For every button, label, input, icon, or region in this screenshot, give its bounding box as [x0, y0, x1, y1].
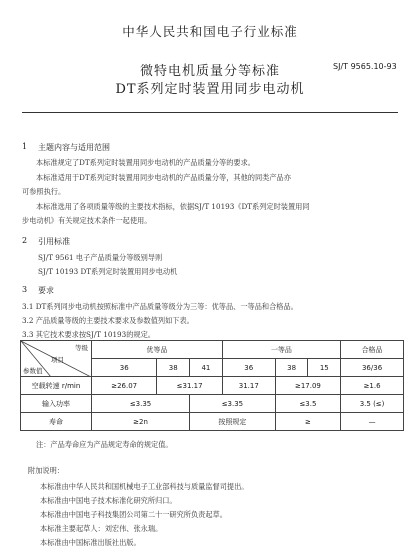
- table-cell: ≤31.17: [157, 377, 222, 395]
- table-footnote: 注：产品寿命应为产品规定寿命的规定值。: [36, 440, 173, 449]
- table-cell: 31.17: [222, 377, 275, 395]
- section-3-clause: 3.2 产品质量等级的主要技术要求及参数值列如下表。: [22, 316, 194, 325]
- section-2-title: 引用标准: [38, 237, 70, 246]
- title-divider: [22, 112, 398, 113]
- section-1-para: 本标准适用于DT系列定时装置用同步电动机的产品质量分等，其他的同类产品亦: [36, 173, 291, 182]
- table-cell: 3.5 (≤): [341, 395, 404, 413]
- grade-header-qualified: 合格品: [341, 341, 404, 359]
- table-cell: ≤3.35: [190, 395, 276, 413]
- grade-table: [20, 340, 404, 431]
- grade-header-first: 一等品: [222, 341, 340, 359]
- table-cell: ≤3.5: [275, 395, 340, 413]
- section-1-para: 本标准选用了各项质量等级的主要技术指标，依据SJ/T 10193《DT系列定时装置用同: [36, 202, 310, 211]
- section-3-clause: 3.1 DT系列同步电动机按照标准中产品质量等级分为三等：优等品、一等品和合格品。: [22, 302, 298, 311]
- reference-item: SJ/T 10193 DT系列定时装置用同步电动机: [38, 267, 178, 276]
- corner-label-item: 项目: [51, 356, 64, 364]
- section-3-number: 3: [22, 285, 28, 294]
- table-row: [21, 395, 404, 413]
- section-1-para: 本标准规定了DT系列定时装置用同步电动机的产品质量分等的要求。: [36, 158, 255, 167]
- section-3-title: 要求: [38, 286, 54, 295]
- table-cell: ≤3.35: [92, 395, 190, 413]
- table-cell: ≥17.09: [275, 377, 340, 395]
- section-2-number: 2: [22, 236, 28, 245]
- standard-number: SJ/T 9565.10-93: [333, 62, 397, 71]
- section-1-para: 可参照执行。: [22, 187, 66, 196]
- subcol-header: 38: [275, 359, 308, 377]
- section-3-clause: 3.3 其它技术要求按SJ/T 10193的规定。: [22, 330, 155, 339]
- row-label: 空载转速 r/min: [21, 377, 92, 395]
- subcol-header: 41: [190, 359, 223, 377]
- table-corner-cell: [21, 341, 92, 377]
- subcol-header: 36: [92, 359, 157, 377]
- table-cell: —: [341, 413, 404, 431]
- document-title: 微特电机质量分等标准: [139, 64, 280, 79]
- appendix-line: 本标准主要起草人：刘宏伟、张永瑞。: [40, 524, 163, 533]
- subcol-header: 36/36: [341, 359, 404, 377]
- corner-label-grade: 等级: [75, 344, 88, 352]
- appendix-title: 附加说明：: [28, 466, 64, 475]
- table-cell: ≥1.6: [341, 377, 404, 395]
- appendix-line: 本标准由中华人民共和国机械电子工业部科技与质量监督司提出。: [40, 482, 249, 491]
- reference-item: SJ/T 9561 电子产品质量分等级别导则: [38, 253, 163, 262]
- subcol-header: 15: [308, 359, 341, 377]
- grade-header-excellent: 优等品: [92, 341, 223, 359]
- appendix-line: 本标准由中国电子科技集团公司第二十一研究所负责起草。: [40, 510, 227, 519]
- row-label: 输入功率: [21, 395, 92, 413]
- table-cell: ≥2n: [92, 413, 190, 431]
- subcol-header: 38: [157, 359, 190, 377]
- document-subtitle: DT系列定时装置用同步电动机: [115, 82, 305, 97]
- subcol-header: 36: [222, 359, 275, 377]
- section-1-number: 1: [22, 142, 28, 151]
- row-label: 寿命: [21, 413, 92, 431]
- table-cell: 按照规定: [190, 413, 276, 431]
- section-1-title: 主题内容与适用范围: [38, 143, 110, 152]
- table-row: [21, 377, 404, 395]
- table-row: [21, 413, 404, 431]
- table-cell: ≥26.07: [92, 377, 157, 395]
- appendix-line: 本标准由中国电子技术标准化研究所归口。: [40, 496, 177, 505]
- table-cell: ≥: [275, 413, 340, 431]
- standard-header: 中华人民共和国电子行业标准: [122, 24, 298, 39]
- appendix-line: 本标准由中国标准出版社出版。: [40, 538, 141, 547]
- corner-label-value: 参数值: [23, 367, 43, 375]
- section-1-para: 步电动机》有关规定技术条件一起使用。: [22, 216, 152, 225]
